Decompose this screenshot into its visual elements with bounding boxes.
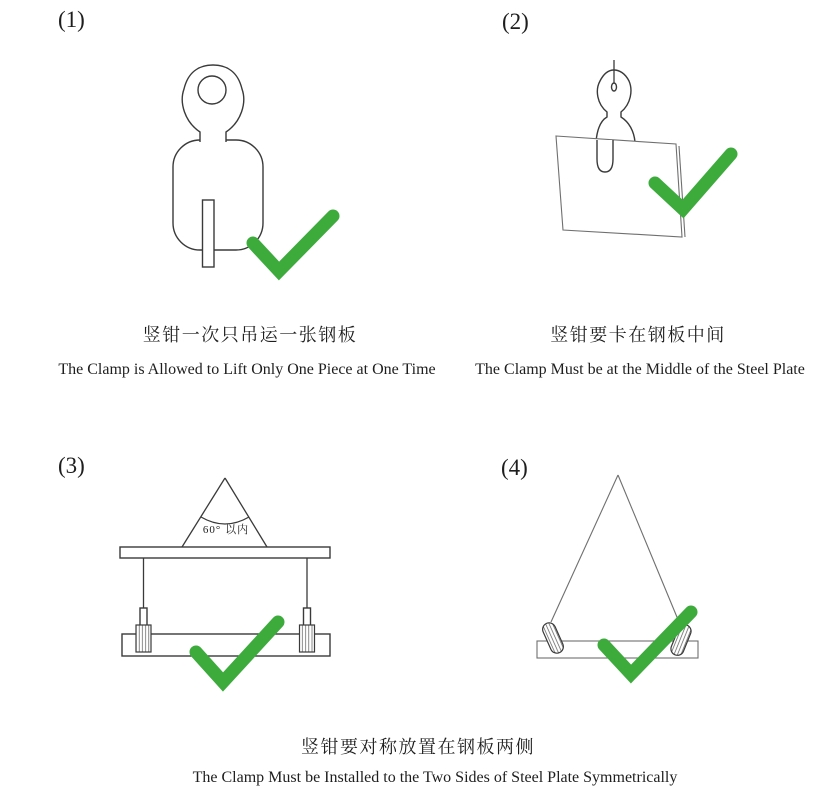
- sling-clamps-both-ends-drawing: [537, 475, 698, 674]
- sling-angle-annotation: 60° 以内: [202, 524, 250, 536]
- clamp-middle-of-plate-drawing: [556, 60, 731, 237]
- spreader-beam-two-clamps-drawing: [120, 478, 330, 682]
- panel-3-number: (3): [58, 453, 85, 478]
- panel-2-caption-zh: 竖钳要卡在钢板中间: [550, 325, 726, 345]
- shared-caption-zh: 竖钳要对称放置在钢板两侧: [301, 737, 535, 757]
- panel-4-number: (4): [501, 455, 528, 480]
- shared-caption-en: The Clamp Must be Installed to the Two Sides of Steel Plate Symmetrically: [192, 769, 678, 786]
- clamp-single-plate-drawing: [173, 65, 333, 271]
- panel-1-number: (1): [58, 7, 85, 32]
- panel-1-caption-en: The Clamp is Allowed to Lift Only One Piece at One Time: [58, 361, 436, 378]
- panel-1-caption-zh: 竖钳一次只吊运一张钢板: [142, 325, 358, 345]
- panel-2-number: (2): [502, 9, 529, 34]
- checkmark-icon: [253, 216, 333, 271]
- panel-2-caption-en: The Clamp Must be at the Middle of the Steel Plate: [475, 361, 805, 378]
